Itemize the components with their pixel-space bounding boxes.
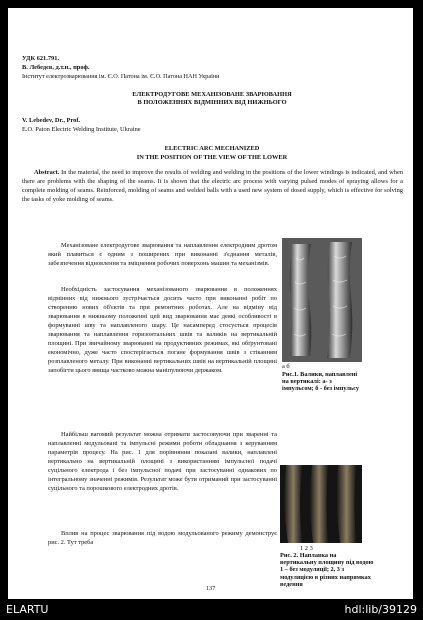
body-paragraph-1: Механізоване електродугове зварювання та наплавлення електродним дротом який плавиться є одним з поширених при виконанні з'єднання металів, забезпечення відновлення та зміцнення робочих поверхонь машин та механізмів. <box>48 242 277 267</box>
abstract <box>22 168 403 204</box>
author-ua: В. Лебедєв, д.т.н., проф. <box>22 64 90 71</box>
document-page <box>8 8 413 599</box>
author-en: V. Lebedev, Dr., Prof. <box>22 117 81 124</box>
figure-2-labels: 1 2 3 <box>300 545 313 552</box>
footer-right: hdl:lib/39129 <box>344 603 417 616</box>
title-ua-line1: ЕЛЕКТРОДУГОВЕ МЕХАНІЗОВАНЕ ЗВАРЮВАННЯ <box>132 91 292 98</box>
footer-left: ELARTU <box>6 603 49 616</box>
figure-2-photo <box>280 465 362 543</box>
figure-1-caption: Рис.1. Валики, наплавлені на вертикалі: а- з імпульсом; б - без імпульсу <box>282 371 360 393</box>
udk-code: УДК 621.791. <box>22 55 60 62</box>
figure-2-image <box>280 465 362 543</box>
abstract-text: In the material, the need to improve the results of welding and welding in the positions of the lower windings is indicated, and when there are problems with the shaping of the seams. It is shown that the electric arc process with varying pulsed modes of spraying allows for a complete molding of seams. Reinforced, molding of seams and welded balls with a used new system of dosed supply, which is effective for solving the tasks of yoke molding of seams. <box>22 169 403 203</box>
page-number: 137 <box>205 585 216 592</box>
institute-ua: Інститут електрозварювання ім. Є.О. Патона ім. Є.О. Патона НАН України <box>22 73 220 80</box>
figure-1-labels: а б <box>282 363 290 370</box>
figure-2-caption: Рис. 2. Наплавка на вертикальну площину під водою 1 – без модуляції; 2, 3 з модуляцією в різних напрямках ведення <box>280 552 374 588</box>
body-paragraph-4: Вплив на процес зварювання під водою модульованого режиму демонструє рис. 2. Тут треба <box>48 530 277 546</box>
figure-1-image <box>282 238 362 362</box>
title-en-line2: IN THE POSITION OF THE VIEW OF THE LOWER <box>136 154 288 161</box>
figure-1-photo <box>282 238 362 362</box>
abstract-label: Abstract. <box>34 169 60 176</box>
viewer-footer <box>0 600 423 620</box>
body-paragraph-3: Найбільш вагомий результат можна отримати застосовуючи при зваренні та наплавленні модульовані та імпульсні режими роботи обладнання з керуванням параметрів процесу. На рис. 1 для порівняння показані валики, наплавлені вертикально на вертикальній площині з використанням імпульсної подачі суцільного електрода і без імпульсної подачі при застосуванні однакових по інтегральному значенні режимів. Результат може бути отриманий при застосуванні суцільного та порошкового електродних дротів. <box>48 431 277 492</box>
institute-en: E.O. Paton Electric Welding Institute, Ukraine <box>22 126 141 133</box>
title-ua-line2: В ПОЛОЖЕННЯХ ВІДМІННИХ ВІД НИЖНЬОГО <box>137 99 287 106</box>
body-paragraph-2: Необхідність застосування механізованого зварювання в положеннях відмінних від нижнього зустрічається досить часто при виконанні робіт по створенню нових об'єктів та при ремонтних роботах. Але на відміну від зварювання в нижньому положенні цей вид зварювання має деякі особливості в формуванні шву та наплавленого шару. Це насамперед стосується процесів зварювання та наплавлення горизонтальних швів та валиків на вертикальній площині. При звичайному зварюванні на продуктивних режимах, які обґрунтовані економічно, дуже часто спостерігається погане формування швів з стіканням розплавленого металу. При виконанні вертикальних швів на вертикальній площині запобігти цього явища частково можна маніпулюючи держаком. <box>48 286 277 374</box>
title-en-line1: ELECTRIC ARC MECHANIZED <box>164 145 260 152</box>
